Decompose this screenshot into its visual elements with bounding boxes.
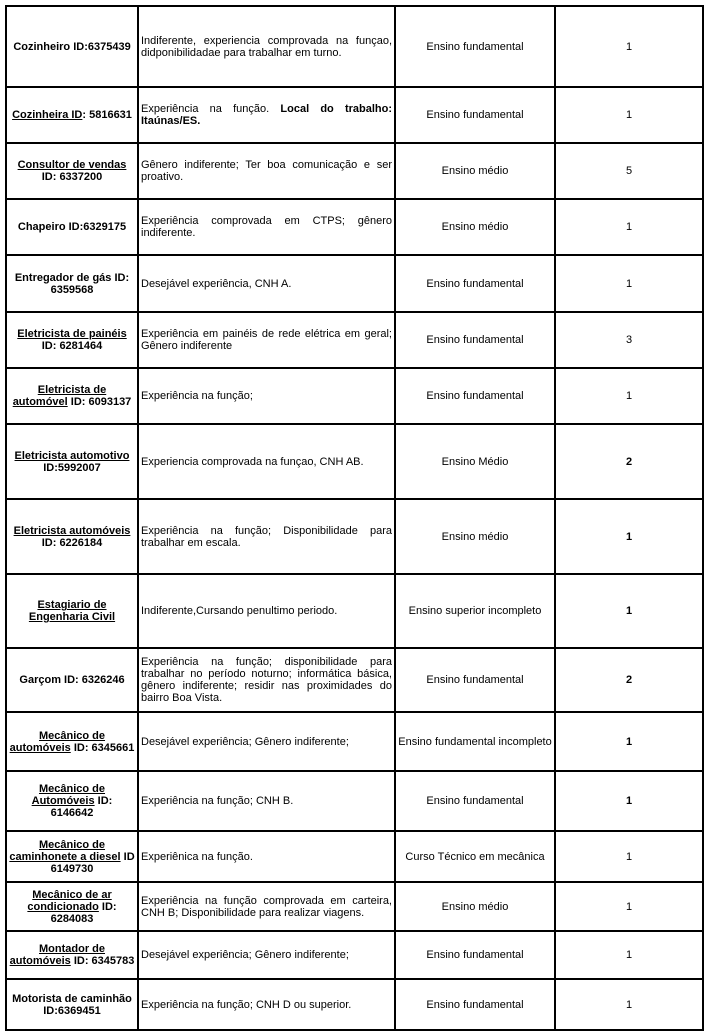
job-title: Cozinheira ID bbox=[12, 109, 83, 121]
job-id: ID:5992007 bbox=[43, 461, 101, 474]
job-title-cell bbox=[6, 199, 138, 255]
table-row bbox=[6, 648, 703, 712]
education-cell: Curso Técnico em mecânica bbox=[395, 831, 555, 882]
requirements-text: Experiência na função; CNH D ou superior. bbox=[141, 998, 352, 1011]
requirements-cell bbox=[138, 648, 395, 712]
vacancy-count-cell: 1 bbox=[555, 255, 703, 312]
job-title-cell bbox=[6, 87, 138, 143]
vacancy-count-cell: 1 bbox=[555, 979, 703, 1030]
requirements-text: Experiênica na função. bbox=[141, 850, 253, 863]
job-id: ID: 6093137 bbox=[67, 396, 132, 408]
job-title-cell bbox=[6, 831, 138, 882]
requirements-text: Desejável experiência; Gênero indiferente; bbox=[141, 949, 349, 961]
job-id: : 5816631 bbox=[82, 109, 132, 121]
requirements-cell bbox=[138, 424, 395, 499]
job-title: Estagiario de Engenharia Civil bbox=[28, 599, 116, 623]
table-row bbox=[6, 368, 703, 424]
vacancy-count-cell: 5 bbox=[555, 143, 703, 199]
requirements-text: Indiferente,Cursando penultimo periodo. bbox=[141, 605, 338, 617]
table-row bbox=[6, 312, 703, 368]
requirements-cell bbox=[138, 87, 395, 143]
vacancy-count-cell: 1 bbox=[555, 831, 703, 882]
education-cell: Ensino fundamental bbox=[395, 368, 555, 424]
education-cell: Ensino médio bbox=[395, 499, 555, 574]
vacancy-count-cell: 2 bbox=[555, 648, 703, 712]
requirements-cell bbox=[138, 255, 395, 312]
requirements-text: Experiência na função. bbox=[141, 103, 281, 115]
table-row bbox=[6, 831, 703, 882]
vacancy-count-cell: 1 bbox=[555, 574, 703, 648]
job-title: Eletricista de painéis bbox=[17, 328, 127, 340]
job-title: Garçom ID: 6326246 bbox=[19, 674, 125, 686]
vacancy-count-cell: 3 bbox=[555, 312, 703, 368]
vacancy-count-cell: 1 bbox=[555, 6, 703, 87]
table-row bbox=[6, 712, 703, 771]
education-cell: Ensino médio bbox=[395, 143, 555, 199]
table-row bbox=[6, 143, 703, 199]
requirements-text: Experiência na função comprovada em carteira, CNH B; Disponibilidade para realizar viagens. bbox=[141, 894, 392, 919]
education-cell: Ensino fundamental bbox=[395, 648, 555, 712]
job-id: ID: 6281464 bbox=[41, 340, 103, 352]
job-title: Cozinheiro ID:6375439 bbox=[13, 40, 131, 53]
requirements-cell bbox=[138, 143, 395, 199]
requirements-cell bbox=[138, 312, 395, 368]
requirements-text: Experiência em painéis de rede elétrica em geral; Gênero indiferente bbox=[141, 328, 392, 352]
job-title-cell bbox=[6, 574, 138, 648]
job-title-cell bbox=[6, 499, 138, 574]
job-id: ID 6149730 bbox=[50, 850, 135, 875]
job-title: Motorista de caminhão ID:6369451 bbox=[12, 992, 132, 1017]
job-title-cell bbox=[6, 979, 138, 1030]
job-title-cell bbox=[6, 424, 138, 499]
table-row bbox=[6, 979, 703, 1030]
job-id: ID: 6284083 bbox=[50, 900, 117, 925]
requirements-text: Desejável experiência; Gênero indiferente; bbox=[141, 735, 349, 748]
table-row bbox=[6, 574, 703, 648]
job-title: Eletricista de automóvel bbox=[12, 384, 107, 408]
requirements-cell bbox=[138, 771, 395, 831]
requirements-cell bbox=[138, 199, 395, 255]
job-id: ID: 6337200 bbox=[41, 171, 103, 183]
job-openings-table bbox=[5, 5, 704, 1031]
vacancy-count-cell: 2 bbox=[555, 424, 703, 499]
job-title: Eletricista automotivo bbox=[14, 449, 130, 462]
requirements-cell bbox=[138, 712, 395, 771]
requirements-cell bbox=[138, 6, 395, 87]
job-title-cell bbox=[6, 143, 138, 199]
vacancy-count-cell: 1 bbox=[555, 199, 703, 255]
requirements-text: Experiência na função; CNH B. bbox=[141, 795, 294, 807]
requirements-cell bbox=[138, 931, 395, 979]
requirements-text: Desejável experiência, CNH A. bbox=[141, 277, 292, 290]
requirements-cell bbox=[138, 574, 395, 648]
job-id: ID: 6226184 bbox=[41, 536, 103, 549]
requirements-text: Indiferente, experiencia comprovada na funçao, didponibilidadae para trabalhar em turno. bbox=[141, 34, 392, 59]
education-cell: Ensino superior incompleto bbox=[395, 574, 555, 648]
education-cell: Ensino fundamental bbox=[395, 771, 555, 831]
table-row bbox=[6, 771, 703, 831]
requirements-cell bbox=[138, 979, 395, 1030]
education-cell: Ensino médio bbox=[395, 882, 555, 931]
requirements-text: Experiência na função; Disponibilidade para trabalhar em escala. bbox=[141, 524, 392, 549]
requirements-text: Experiencia comprovada na funçao, CNH AB. bbox=[141, 455, 364, 468]
table-row bbox=[6, 499, 703, 574]
job-title-cell bbox=[6, 882, 138, 931]
vacancy-count-cell: 1 bbox=[555, 931, 703, 979]
job-title-cell bbox=[6, 312, 138, 368]
requirements-text: Experiência comprovada em CTPS; gênero indiferente. bbox=[141, 215, 392, 239]
education-cell: Ensino fundamental bbox=[395, 979, 555, 1030]
education-cell: Ensino médio bbox=[395, 199, 555, 255]
job-id: ID: 6146642 bbox=[50, 795, 113, 819]
education-cell: Ensino fundamental bbox=[395, 931, 555, 979]
job-title: Entregador de gás ID: 6359568 bbox=[14, 271, 130, 296]
job-title: Chapeiro ID:6329175 bbox=[17, 221, 127, 233]
job-id: ID: 6345783 bbox=[70, 955, 135, 967]
job-title: Mecânico de caminhonete a diesel bbox=[9, 838, 121, 863]
job-id: ID: 6345661 bbox=[70, 741, 135, 754]
job-title-cell bbox=[6, 771, 138, 831]
job-title: Consultor de vendas bbox=[17, 159, 127, 171]
education-cell: Ensino Médio bbox=[395, 424, 555, 499]
work-location-text: Local do trabalho: Itaúnas/ES. bbox=[141, 103, 393, 127]
job-title: Eletricista automóveis bbox=[13, 524, 131, 537]
job-title-cell bbox=[6, 712, 138, 771]
vacancy-count-cell: 1 bbox=[555, 499, 703, 574]
education-cell: Ensino fundamental bbox=[395, 255, 555, 312]
job-title: Mecânico de automóveis bbox=[9, 729, 106, 754]
table-row bbox=[6, 87, 703, 143]
vacancy-count-cell: 1 bbox=[555, 87, 703, 143]
requirements-text: Experiência na função; bbox=[141, 390, 253, 402]
requirements-cell bbox=[138, 882, 395, 931]
table-row bbox=[6, 199, 703, 255]
job-title-cell bbox=[6, 255, 138, 312]
job-title-cell bbox=[6, 931, 138, 979]
table-row bbox=[6, 424, 703, 499]
vacancy-count-cell: 1 bbox=[555, 712, 703, 771]
table-row bbox=[6, 255, 703, 312]
vacancy-count-cell: 1 bbox=[555, 771, 703, 831]
education-cell: Ensino fundamental bbox=[395, 6, 555, 87]
education-cell: Ensino fundamental bbox=[395, 87, 555, 143]
requirements-cell bbox=[138, 368, 395, 424]
job-title-cell bbox=[6, 648, 138, 712]
job-openings-body bbox=[6, 6, 703, 1030]
job-title-cell bbox=[6, 6, 138, 87]
requirements-cell bbox=[138, 499, 395, 574]
requirements-text: Experiência na função; disponibilidade para trabalhar no período noturno; informática básica, gênero indiferente; residir nas proximidades do bairro Boa Vista. bbox=[141, 656, 392, 704]
job-title: Mecânico de ar condicionado bbox=[27, 888, 112, 913]
vacancy-count-cell: 1 bbox=[555, 882, 703, 931]
education-cell: Ensino fundamental bbox=[395, 312, 555, 368]
table-row bbox=[6, 931, 703, 979]
requirements-cell bbox=[138, 831, 395, 882]
job-title: Mecânico de Automóveis bbox=[31, 783, 106, 807]
requirements-text: Gênero indiferente; Ter boa comunicação e ser proativo. bbox=[141, 159, 392, 183]
table-row bbox=[6, 6, 703, 87]
vacancy-count-cell: 1 bbox=[555, 368, 703, 424]
job-title: Montador de automóveis bbox=[9, 943, 105, 967]
table-row bbox=[6, 882, 703, 931]
education-cell: Ensino fundamental incompleto bbox=[395, 712, 555, 771]
job-title-cell bbox=[6, 368, 138, 424]
